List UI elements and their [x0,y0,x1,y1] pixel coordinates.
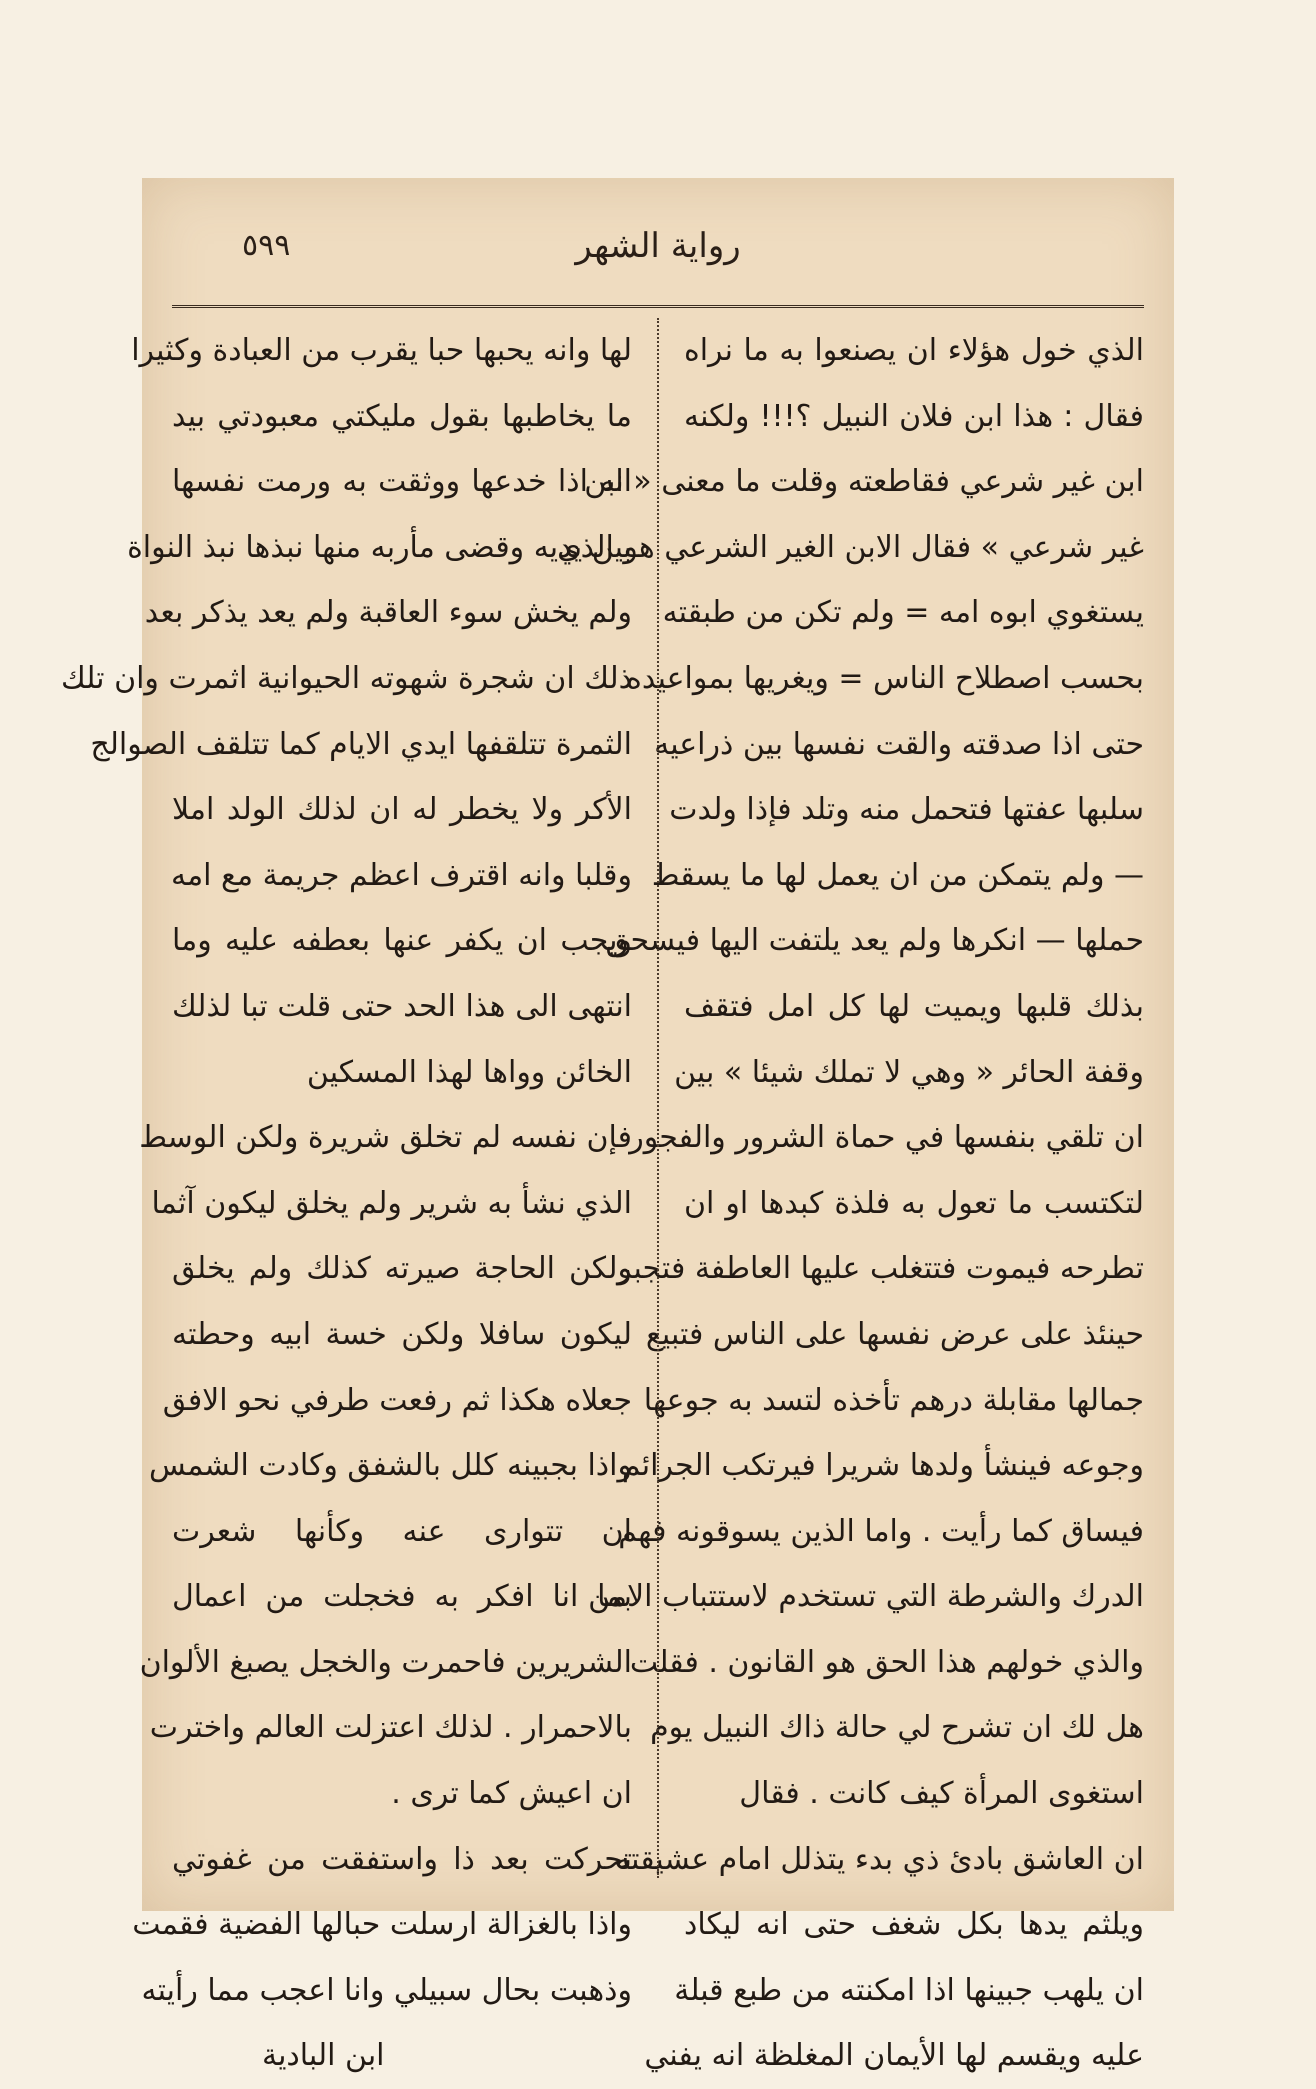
text-line: انه اذا خدعها ووثقت به ورمت نفسها [172,464,632,500]
text-line: لتكتسب ما تعول به فلذة كبدها او ان [684,1185,1144,1221]
text-line: الخائن وواها لهذا المسكين [306,1054,632,1090]
text-line: بما انا افكر به فخجلت من اعمال [172,1579,632,1615]
text-line: ولكن الحاجة صيرته كذلك ولم يخلق [172,1251,632,1287]
text-line: ان تتوارى عنه وكأنها شعرت [172,1513,632,1549]
text-line: فيساق كما رأيت . واما الذين يسوقونه فهم [618,1513,1144,1549]
text-line: واذا بجبينه كلل بالشفق وكادت الشمس [148,1448,632,1484]
text-line: ابن غير شرعي فقاطعته وقلت ما معنى « ابن [584,464,1144,500]
text-line: الذي خول هؤلاء ان يصنعوا به ما نراه [684,333,1144,368]
text-line: واذا بالغزالة ارسلت حبالها الفضية فقمت [132,1907,632,1943]
text-line: الأكر ولا يخطر له ان لذلك الولد املا [172,792,632,828]
text-line: جعلاه هكذا ثم رفعت طرفي نحو الافق [162,1382,632,1418]
text-line: الدرك والشرطة التي تستخدم لاستتباب الامن [588,1579,1144,1615]
text-line: ولم يخش سوء العاقبة ولم يعد يذكر بعد [144,595,632,631]
author-signature: ابن البادية [262,2038,385,2074]
text-line: هل لك ان تشرح لي حالة ذاك النبيل يوم [650,1710,1144,1746]
text-line: لها وانه يحبها حبا يقرب من العبادة وكثيرا [131,333,632,368]
text-line: بذلك قلبها ويميت لها كل امل فتقف [684,988,1144,1024]
text-line: والذي خولهم هذا الحق هو القانون . فقلت [629,1644,1144,1680]
text-line: وجوعه فينشأ ولدها شريرا فيرتكب الجرائم [621,1448,1144,1484]
text-line: سلبها عفتها فتحمل منه وتلد فإذا ولدت [669,792,1144,828]
text-line: ليكون سافلا ولكن خسة ابيه وحطته [172,1316,632,1352]
text-line: فإن نفسه لم تخلق شريرة ولكن الوسط [139,1120,632,1156]
text-line: ذلك ان شجرة شهوته الحيوانية اثمرت وان تلك [60,660,632,696]
text-line: انتهى الى هذا الحد حتى قلت تبا لذلك [172,988,632,1024]
text-line: ويلثم يدها بكل شغف حتى انه ليكاد [684,1907,1144,1943]
text-line: — ولم يتمكن من ان يعمل لها ما يسقط [651,857,1144,893]
text-line: ما يخاطبها بقول مليكتي معبودتي بيد [172,398,632,434]
text-line: وذهبت بحال سبيلي وانا اعجب مما رأيته [141,1972,632,2008]
header-rule [172,305,1144,308]
text-line: وقلبا وانه اقترف اعظم جريمة مع امه [170,857,632,893]
book-page [60,178,1174,2074]
text-line: تطرحه فيموت فتتغلب عليها العاطفة فتجبر [616,1251,1144,1287]
text-line: جمالها مقابلة درهم تأخذه لتسد به جوعها [643,1382,1144,1418]
text-line: وقفة الحائر « وهي لا تملك شيئا » بين [674,1054,1144,1090]
text-line: حملها — انكرها ولم يعد يلتفت اليها فيسحق [605,923,1144,959]
text-line: تحركت بعد ذا واستفقت من غفوتي [172,1841,632,1877]
text-line: حتى اذا صدقته والقت نفسها بين ذراعيه [654,726,1144,762]
text-line: بحسب اصطلاح الناس = ويغريها بمواعيده [626,660,1144,696]
text-line: الشريرين فاحمرت والخجل يصبغ الألوان [139,1644,632,1680]
page-number: ٥٩٩ [242,228,291,263]
text-line: يستغوي ابوه امه = ولم تكن من طبقته [662,595,1144,631]
text-line: بالاحمرار . لذلك اعتزلت العالم واخترت [149,1710,632,1746]
text-line: الذي نشأ به شرير ولم يخلق ليكون آثما [151,1185,632,1221]
text-line: ان العاشق بادئ ذي بدء يتذلل امام عشيقته [615,1841,1144,1877]
text-line: الثمرة تتلقفها ايدي الايام كما تتلقف الصوالج [90,726,632,762]
text-line: عليه ويقسم لها الأيمان المغلظة انه يفني [644,2038,1144,2074]
text-line: بين يديه وقضى مأربه منها نبذها نبذ النواة [127,529,632,565]
running-title: رواية الشهر [575,226,741,266]
page-header [142,226,1174,286]
text-line: ويجب ان يكفر عنها بعطفه عليه وما [172,923,632,959]
column-divider [657,318,659,1878]
left-text-column [60,318,632,2074]
text-line: حينئذ على عرض نفسها على الناس فتبيع [645,1316,1144,1352]
text-line: ان يلهب جبينها اذا امكنته من طبع قبلة [674,1972,1144,2008]
text-line: ان تلقي بنفسها في حماة الشرور والفجور [629,1120,1144,1156]
text-line: فقال : هذا ابن فلان النبيل ؟!!! ولكنه [684,398,1144,434]
text-line: ان اعيش كما ترى . [391,1776,632,1812]
text-line: استغوى المرأة كيف كانت . فقال [739,1776,1144,1812]
right-text-column [557,318,1144,2074]
text-line: غير شرعي » فقال الابن الغير الشرعي هو الذي [557,529,1144,565]
